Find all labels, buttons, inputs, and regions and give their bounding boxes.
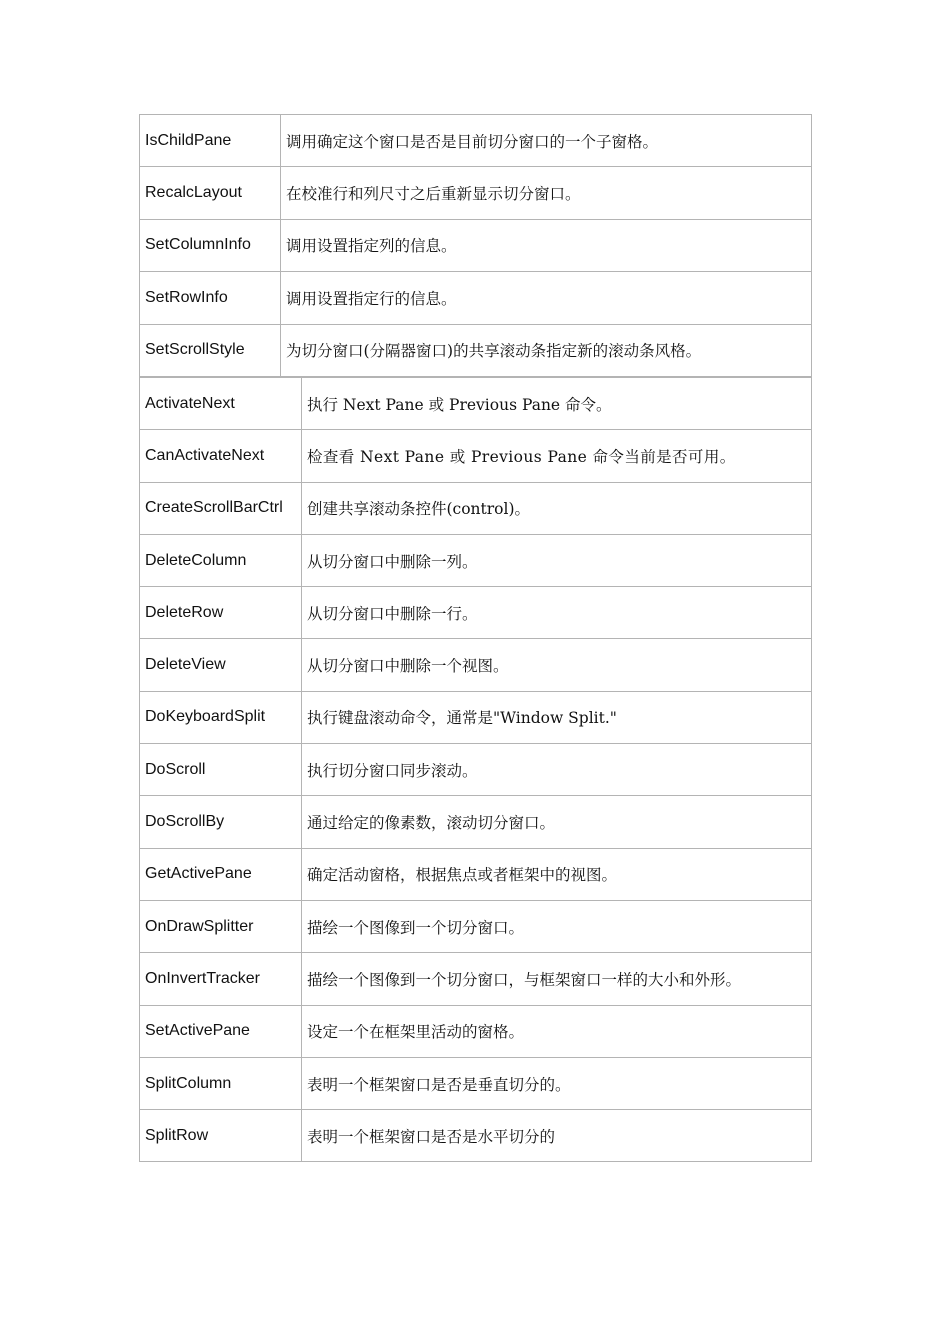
table-row	[140, 796, 812, 848]
function-description-cell: 表明一个框架窗口是否是垂直切分的。	[302, 1057, 812, 1109]
table-row	[140, 953, 812, 1005]
table-row	[140, 691, 812, 743]
table-row	[140, 1057, 812, 1109]
table-row	[140, 482, 812, 534]
function-description-cell: 描绘一个图像到一个切分窗口。	[302, 900, 812, 952]
function-name-cell: RecalcLayout	[140, 167, 281, 219]
member-function-table-top	[139, 114, 812, 377]
function-description-cell: 描绘一个图像到一个切分窗口，与框架窗口一样的大小和外形。	[302, 953, 812, 1005]
function-description-cell: 执行 Next Pane 或 Previous Pane 命令。	[302, 378, 812, 430]
function-description-cell: 从切分窗口中删除一个视图。	[302, 639, 812, 691]
table-row	[140, 378, 812, 430]
table-row	[140, 324, 812, 376]
function-description-cell: 调用设置指定列的信息。	[281, 219, 812, 271]
table-row	[140, 430, 812, 482]
function-name-cell: SetActivePane	[140, 1005, 302, 1057]
function-name-cell: DeleteColumn	[140, 534, 302, 586]
function-name-cell: DoKeyboardSplit	[140, 691, 302, 743]
function-name-cell: IsChildPane	[140, 115, 281, 167]
table-row	[140, 534, 812, 586]
function-name-cell: SetRowInfo	[140, 272, 281, 324]
function-description-cell: 执行键盘滚动命令，通常是"Window Split."	[302, 691, 812, 743]
function-name-cell: DeleteView	[140, 639, 302, 691]
function-name-cell: CanActivateNext	[140, 430, 302, 482]
table-row	[140, 219, 812, 271]
table-row	[140, 639, 812, 691]
function-name-cell: SetColumnInfo	[140, 219, 281, 271]
member-function-table-bottom	[139, 377, 812, 1162]
function-description-cell: 检查看 Next Pane 或 Previous Pane 命令当前是否可用。	[302, 430, 812, 482]
function-name-cell: DeleteRow	[140, 587, 302, 639]
table-row	[140, 587, 812, 639]
function-description-cell: 设定一个在框架里活动的窗格。	[302, 1005, 812, 1057]
function-description-cell: 调用设置指定行的信息。	[281, 272, 812, 324]
function-description-cell: 通过给定的像素数，滚动切分窗口。	[302, 796, 812, 848]
function-description-cell: 表明一个框架窗口是否是水平切分的	[302, 1110, 812, 1162]
function-name-cell: SetScrollStyle	[140, 324, 281, 376]
function-name-cell: SplitRow	[140, 1110, 302, 1162]
function-description-cell: 在校准行和列尺寸之后重新显示切分窗口。	[281, 167, 812, 219]
function-name-cell: OnDrawSplitter	[140, 900, 302, 952]
function-description-cell: 调用确定这个窗口是否是目前切分窗口的一个子窗格。	[281, 115, 812, 167]
function-description-cell: 从切分窗口中删除一行。	[302, 587, 812, 639]
table-row	[140, 115, 812, 167]
function-name-cell: GetActivePane	[140, 848, 302, 900]
function-name-cell: OnInvertTracker	[140, 953, 302, 1005]
function-name-cell: DoScrollBy	[140, 796, 302, 848]
table-row	[140, 167, 812, 219]
table-row	[140, 1110, 812, 1162]
table-row	[140, 848, 812, 900]
table-row	[140, 744, 812, 796]
function-description-cell: 确定活动窗格，根据焦点或者框架中的视图。	[302, 848, 812, 900]
function-description-cell: 执行切分窗口同步滚动。	[302, 744, 812, 796]
table-row	[140, 272, 812, 324]
function-name-cell: CreateScrollBarCtrl	[140, 482, 302, 534]
function-description-cell: 创建共享滚动条控件(control)。	[302, 482, 812, 534]
function-name-cell: ActivateNext	[140, 378, 302, 430]
function-description-cell: 为切分窗口(分隔器窗口)的共享滚动条指定新的滚动条风格。	[281, 324, 812, 376]
function-name-cell: DoScroll	[140, 744, 302, 796]
table-row	[140, 1005, 812, 1057]
function-name-cell: SplitColumn	[140, 1057, 302, 1109]
function-description-cell: 从切分窗口中删除一列。	[302, 534, 812, 586]
table-row	[140, 900, 812, 952]
